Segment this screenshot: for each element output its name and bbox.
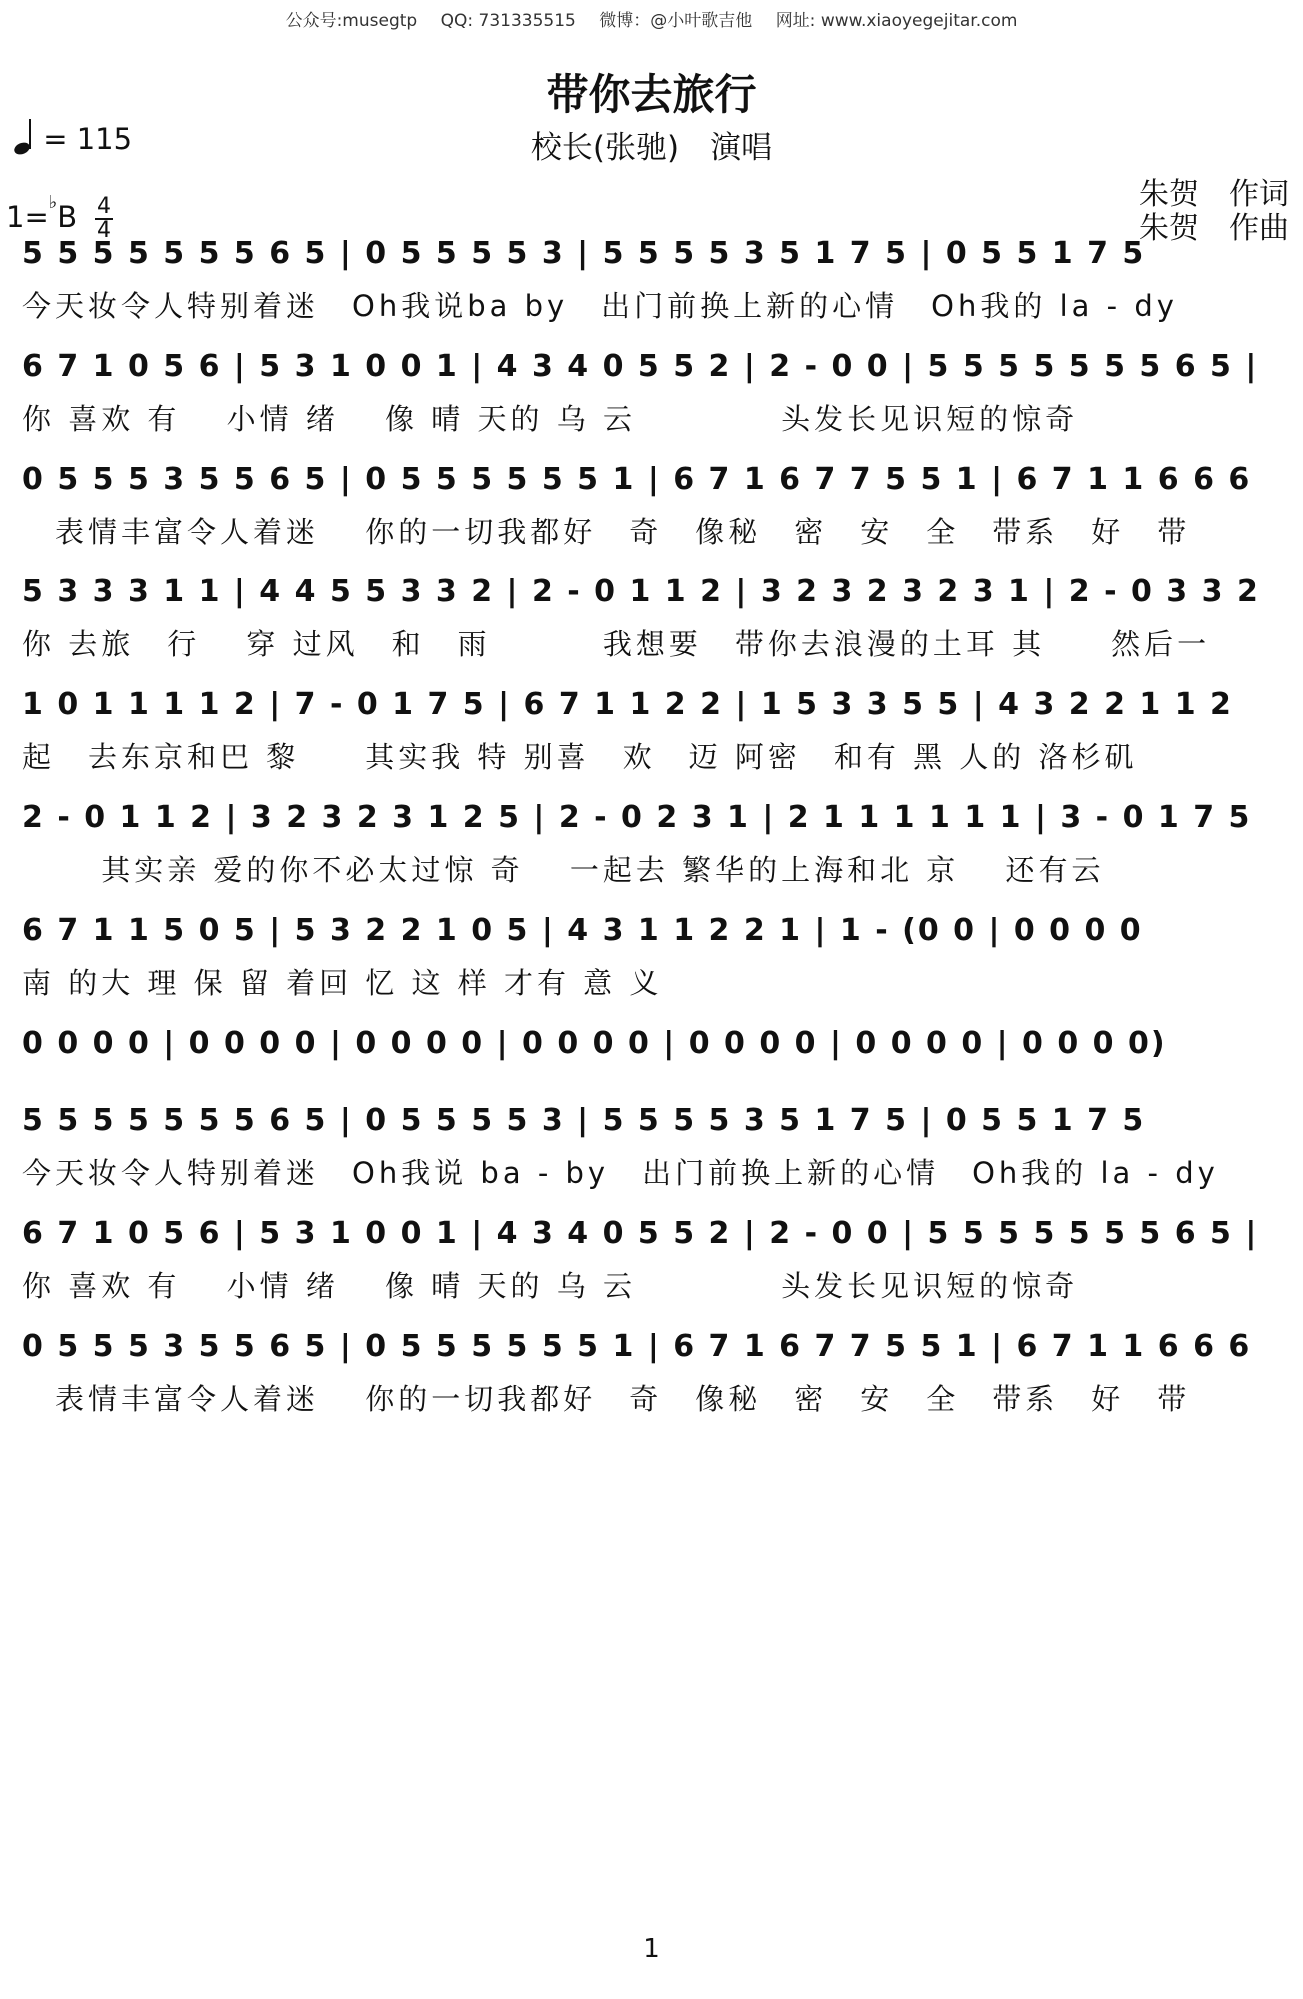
notation-line: 5 5 5 5 5 5 5 6 5 | 0 5 5 5 5 3 | 5 5 5 5 3 5 1 7 5 | 0 5 5 1 7 5 <box>22 1103 1146 1138</box>
notation-line: 0 5 5 5 3 5 5 6 5 | 0 5 5 5 5 5 5 1 | 6 7 1 6 7 7 5 5 1 | 6 7 1 1 6 6 6 <box>22 1329 1252 1364</box>
song-title: 带你去旅行 <box>546 70 757 119</box>
header-weibo: 微博：@小叶歌吉他 <box>599 11 753 31</box>
tempo-value: = 115 <box>43 122 133 156</box>
page-header <box>0 6 1303 31</box>
meter-bottom: 4 <box>97 218 111 243</box>
key-flat: ♭ <box>48 192 58 213</box>
notation-line: 5 3 3 3 1 1 | 4 4 5 5 3 3 2 | 2 - 0 1 1 2 | 3 2 3 2 3 2 3 1 | 2 - 0 3 3 2 <box>22 574 1260 609</box>
lyric-line: 你 喜欢 有 小情 绪 像 晴 天的 乌 云 头发长见识短的惊奇 <box>22 1269 1079 1303</box>
lyric-line: 今天妆令人特别着迷 Oh我说 ba - by 出门前换上新的心情 Oh我的 la - dy <box>22 1156 1219 1190</box>
song-singer: 校长(张驰) 演唱 <box>530 130 773 166</box>
lyric-line: 表情丰富令人着迷 你的一切我都好 奇 像秘 密 安 全 带系 好 带 <box>22 515 1191 549</box>
key-prefix: 1= <box>6 200 49 234</box>
notation-line: 6 7 1 0 5 6 | 5 3 1 0 0 1 | 4 3 4 0 5 5 2 | 2 - 0 0 | 5 5 5 5 5 5 5 6 5 | <box>22 349 1259 384</box>
notation-line: 6 7 1 0 5 6 | 5 3 1 0 0 1 | 4 3 4 0 5 5 2 | 2 - 0 0 | 5 5 5 5 5 5 5 6 5 | <box>22 1216 1259 1251</box>
notation-line: 0 5 5 5 3 5 5 6 5 | 0 5 5 5 5 5 5 1 | 6 7 1 6 7 7 5 5 1 | 6 7 1 1 6 6 6 <box>22 462 1252 497</box>
notation-line: 0 0 0 0 | 0 0 0 0 | 0 0 0 0 | 0 0 0 0 | 0 0 0 0 | 0 0 0 0 | 0 0 0 0) <box>22 1026 1167 1061</box>
lyricist-line <box>1139 178 1289 212</box>
header-site: 网址: www.xiaoyegejitar.com <box>775 11 1018 31</box>
notation-line: 1 0 1 1 1 1 2 | 7 - 0 1 7 5 | 6 7 1 1 2 2 | 1 5 3 3 5 5 | 4 3 2 2 1 1 2 <box>22 687 1233 722</box>
lyric-line: 起 去东京和巴 黎 其实我 特 别喜 欢 迈 阿密 和有 黑 人的 洛杉矶 <box>22 740 1138 774</box>
meter-top: 4 <box>97 194 111 219</box>
page-number: 1 <box>643 1934 660 1964</box>
lyric-line: 南 的大 理 保 留 着回 忆 这 样 才有 意 义 <box>22 966 663 1000</box>
composer-role: 作曲 <box>1229 211 1289 246</box>
composer-name: 朱贺 <box>1139 211 1199 246</box>
notation-line: 6 7 1 1 5 0 5 | 5 3 2 2 1 0 5 | 4 3 1 1 2 2 1 | 1 - (0 0 | 0 0 0 0 <box>22 913 1143 948</box>
tempo-mark <box>12 118 132 156</box>
quarter-note-icon <box>12 118 34 156</box>
header-wechat: 公众号:musegtp <box>285 11 418 31</box>
lyric-line: 你 喜欢 有 小情 绪 像 晴 天的 乌 云 头发长见识短的惊奇 <box>22 402 1079 436</box>
notation-line: 2 - 0 1 1 2 | 3 2 3 2 3 1 2 5 | 2 - 0 2 3 1 | 2 1 1 1 1 1 1 | 3 - 0 1 7 5 <box>22 800 1252 835</box>
lyricist-role: 作词 <box>1229 177 1289 212</box>
key-note: B <box>57 200 78 234</box>
lyric-line: 你 去旅 行 穿 过风 和 雨 我想要 带你去浪漫的土耳 其 然后一 <box>22 627 1211 661</box>
header-qq: QQ: 731335515 <box>440 11 576 31</box>
key-signature <box>6 192 78 234</box>
lyricist-name: 朱贺 <box>1139 177 1199 212</box>
lyric-line: 表情丰富令人着迷 你的一切我都好 奇 像秘 密 安 全 带系 好 带 <box>22 1382 1191 1416</box>
lyric-line: 其实亲 爱的你不必太过惊 奇 一起去 繁华的上海和北 京 还有云 <box>22 853 1105 887</box>
lyric-line: 今天妆令人特别着迷 Oh我说ba by 出门前换上新的心情 Oh我的 la - dy <box>22 289 1178 323</box>
notation-line: 5 5 5 5 5 5 5 6 5 | 0 5 5 5 5 3 | 5 5 5 5 3 5 1 7 5 | 0 5 5 1 7 5 <box>22 236 1146 271</box>
